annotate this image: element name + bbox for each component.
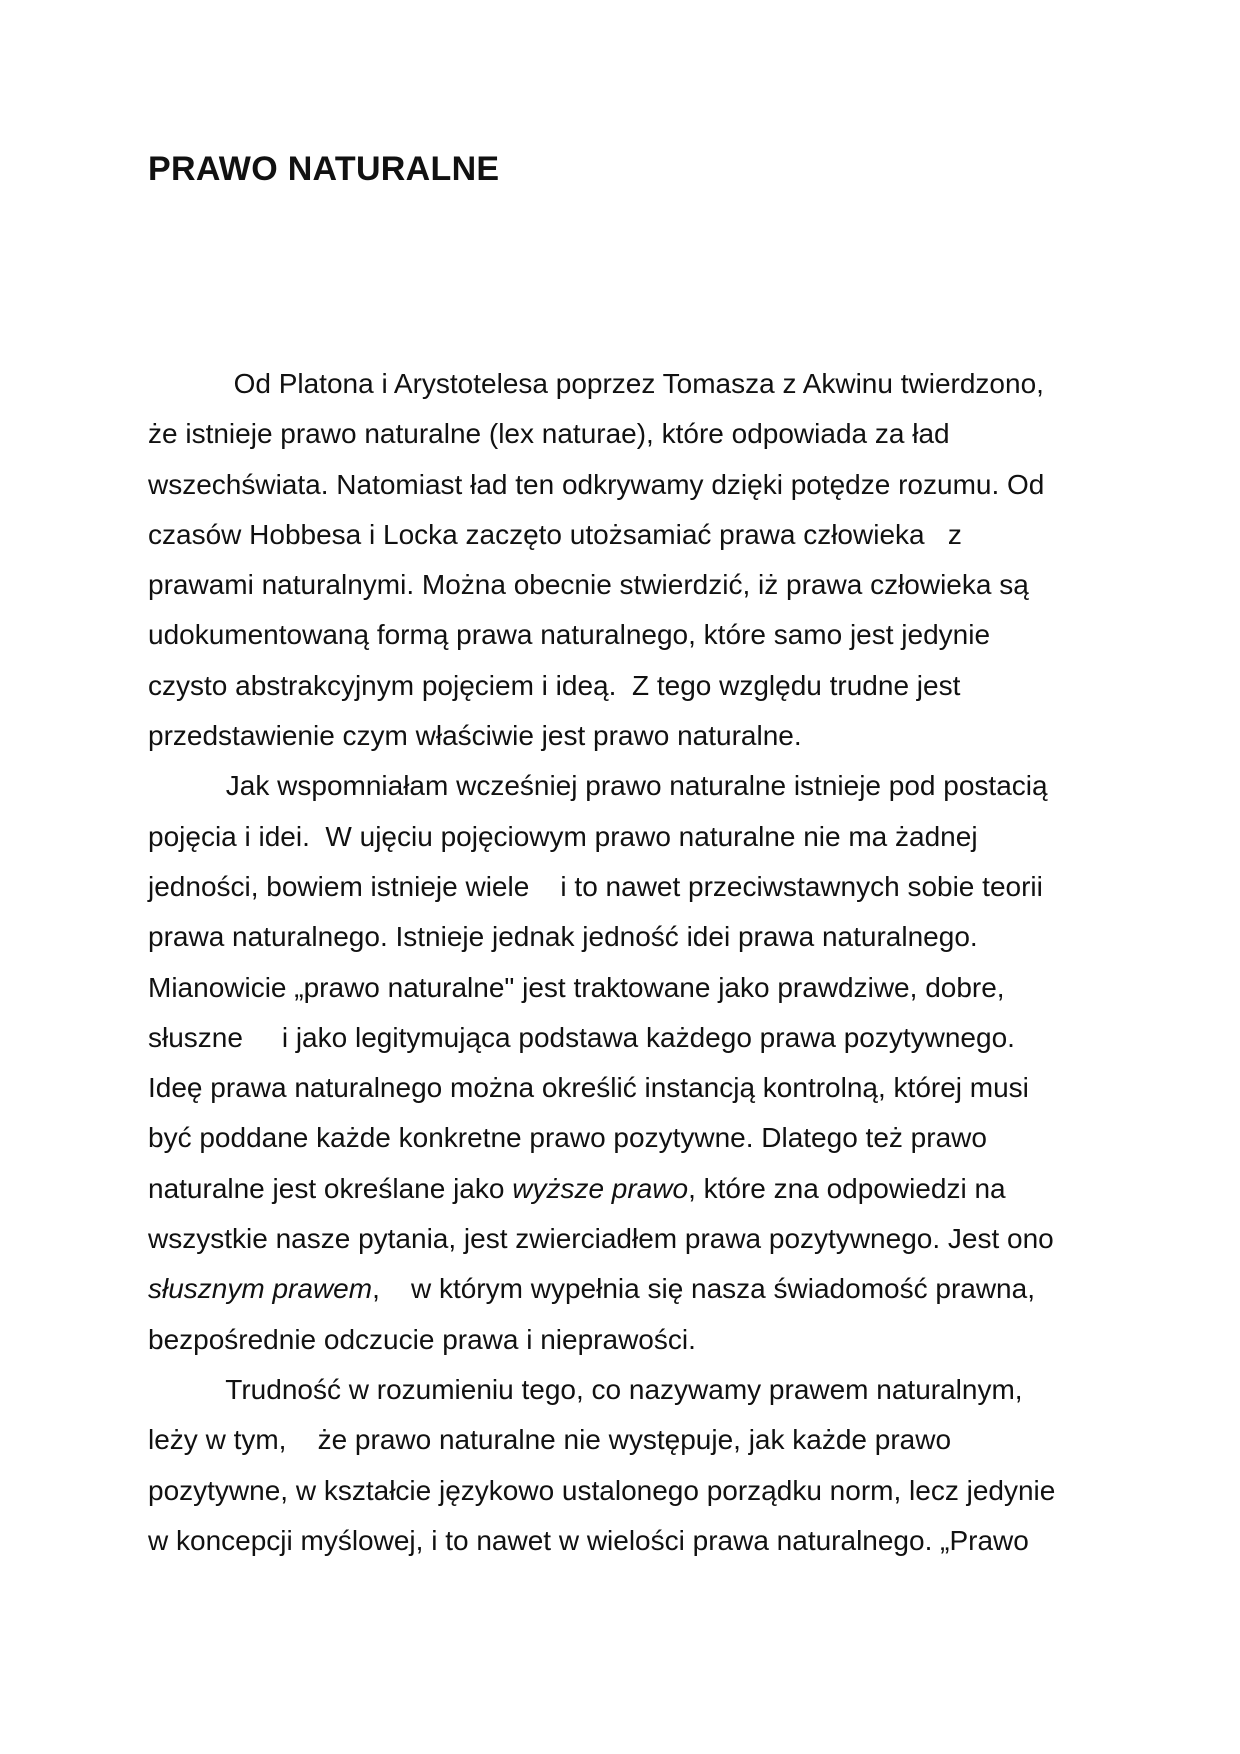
italic-phrase: wyższe prawo [512, 1172, 689, 1204]
text-line: Ideę prawa naturalnego można określić instancją kontrolną, której musi [148, 1072, 1029, 1104]
text-line: pozytywne, w kształcie językowo ustalonego porządku norm, lecz jedynie [148, 1474, 1056, 1506]
text-segment: , w którym wypełnia się nasza świadomość prawna, [372, 1273, 1035, 1305]
text-segment: , które zna odpowiedzi na [688, 1172, 1006, 1204]
text-line: pojęcia i idei. W ujęciu pojęciowym prawo naturalne nie ma żadnej [148, 820, 978, 852]
text-line: jedności, bowiem istnieje wiele i to nawet przeciwstawnych sobie teorii [148, 870, 1043, 902]
text-line: czasów Hobbesa i Locka zaczęto utożsamiać prawa człowieka z [148, 518, 962, 550]
text-line: Mianowicie „prawo naturalne" jest traktowane jako prawdziwe, dobre, [148, 971, 1005, 1003]
text-line: Od Platona i Arystotelesa poprzez Tomasza z Akwinu twierdzono, [148, 368, 1044, 399]
text-line: Jak wspomniałam wcześniej prawo naturalne istnieje pod postacią [148, 770, 1048, 802]
text-line: Trudność w rozumieniu tego, co nazywamy prawem naturalnym, [148, 1373, 1023, 1405]
text-segment: naturalne jest określane jako [148, 1172, 513, 1204]
text-line: prawa naturalnego. Istnieje jednak jedność idei prawa naturalnego. [148, 921, 978, 953]
text-line: słuszne i jako legitymująca podstawa każdego prawa pozytywnego. [148, 1021, 1015, 1053]
text-line: bezpośrednie odczucie prawa i nieprawości. [148, 1323, 696, 1355]
text-line: być poddane każde konkretne prawo pozytywne. Dlatego też prawo [148, 1122, 987, 1154]
text-line-with-italic [148, 1264, 1098, 1314]
text-line: wszystkie nasze pytania, jest zwierciadłem prawa pozytywnego. Jest ono [148, 1223, 1054, 1255]
text-line-with-italic [148, 1164, 1098, 1214]
italic-phrase: słusznym prawem [148, 1273, 373, 1305]
document-body [148, 359, 1098, 1566]
text-line: prawami naturalnymi. Można obecnie stwierdzić, iż prawa człowieka są [148, 569, 1029, 601]
text-line: przedstawienie czym właściwie jest prawo naturalne. [148, 720, 802, 752]
text-line: leży w tym, że prawo naturalne nie występuje, jak każde prawo [148, 1424, 952, 1456]
page-title: PRAWO NATURALNE [148, 150, 500, 188]
text-line: czysto abstrakcyjnym pojęciem i ideą. Z tego względu trudne jest [148, 669, 961, 701]
text-line: w koncepcji myślowej, i to nawet w wielości prawa naturalnego. „Prawo [148, 1524, 1029, 1556]
text-line: wszechświata. Natomiast ład ten odkrywamy dzięki potędze rozumu. Od [148, 468, 1045, 500]
text-line: udokumentowaną formą prawa naturalnego, które samo jest jedynie [148, 619, 991, 651]
text-line: że istnieje prawo naturalne (lex naturae), które odpowiada za ład [148, 418, 950, 450]
